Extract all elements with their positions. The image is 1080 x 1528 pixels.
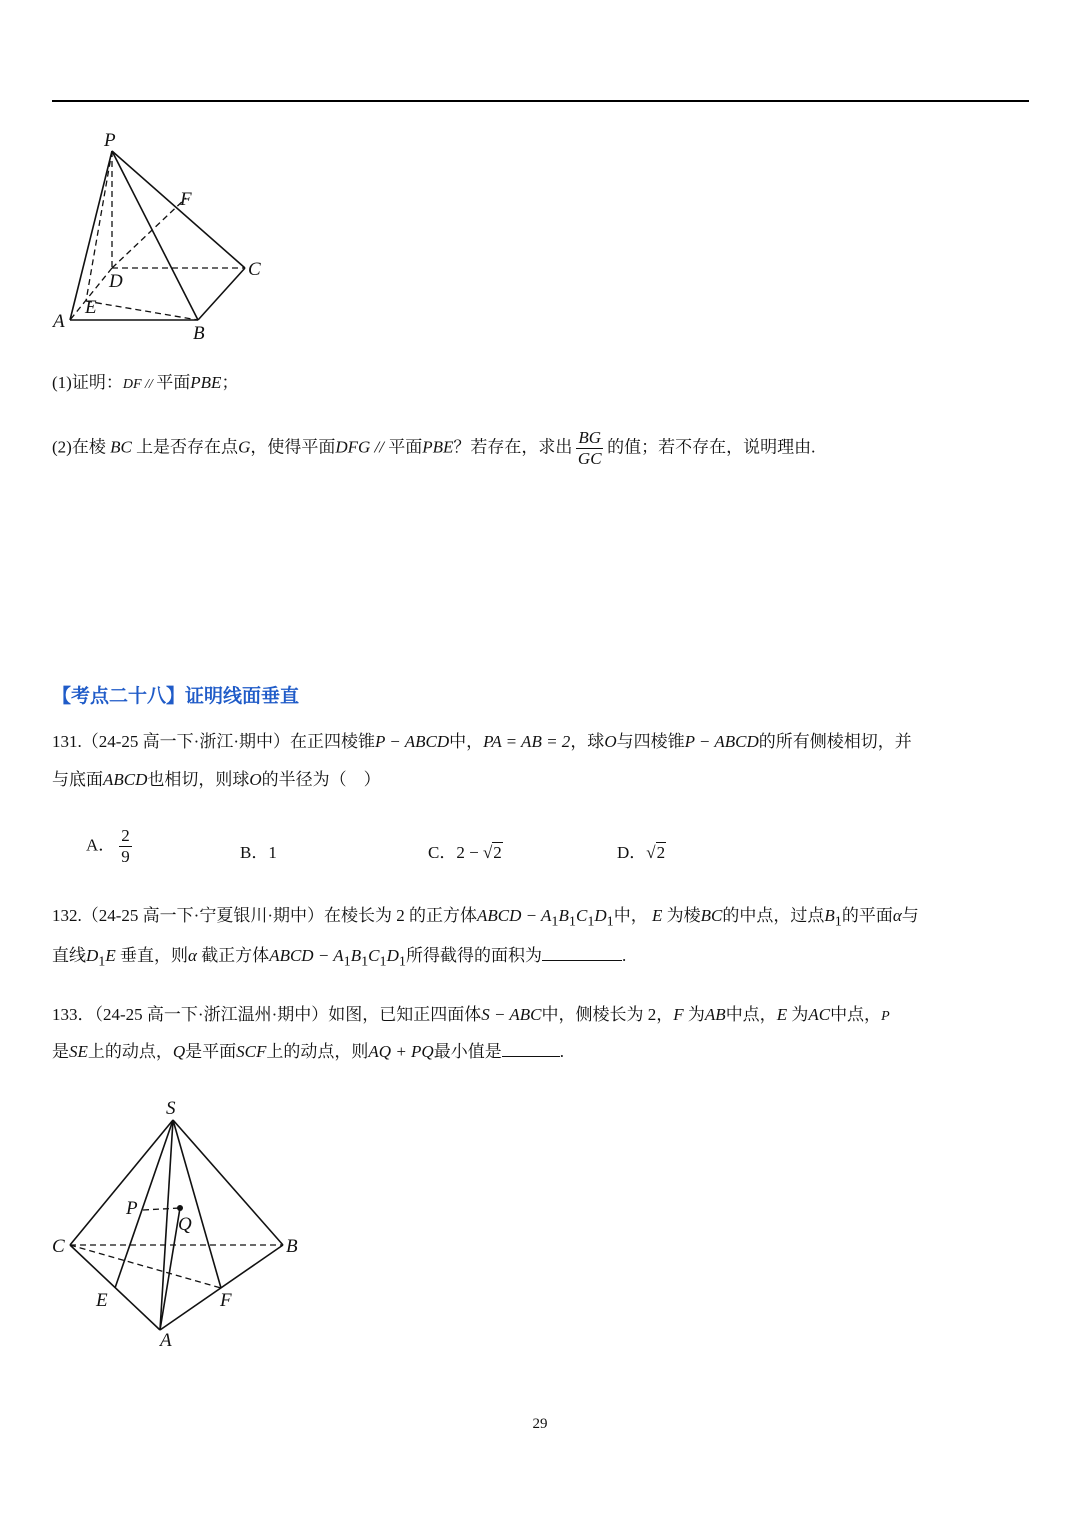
label-C: C <box>248 259 261 280</box>
pyramid-figure <box>48 125 288 350</box>
q132-line1: 132.（24-25 高一下·宁夏银川·期中）在棱长为 2 的正方体ABCD − $A_1B_1C_1D_1$中， E 为棱BC的中点，过点$B_1$的平面α与 <box>52 906 919 930</box>
label-B: B <box>286 1236 298 1257</box>
edge-BC <box>198 268 245 320</box>
label-A: A <box>53 311 65 332</box>
label-B: B <box>193 323 205 344</box>
segment-SF <box>173 1120 221 1288</box>
label-E: E <box>85 297 97 318</box>
q131-option-c[interactable]: C．2 − √2 <box>428 843 502 862</box>
edge-PC <box>112 151 245 268</box>
point-Q <box>177 1205 183 1211</box>
q131-option-b[interactable]: B．1 <box>240 843 277 862</box>
fraction-BG-GC: $\frac{BG}{GC}$ <box>577 428 602 468</box>
q133-line1: 133．（24-25 高一下·浙江温州·期中）如图，已知正四面体S − ABC中，侧棱长为 2，F 为AB中点，E 为AC中点，P <box>52 1005 890 1024</box>
section-title: 【考点二十八】证明线面垂直 <box>52 686 300 707</box>
label-F: F <box>180 189 192 210</box>
q131-line1: 131.（24-25 高一下·浙江·期中）在正四棱锥P − ABCD中，PA = AB = 2，球O与四棱锥P − ABCD的所有侧棱相切，并 <box>52 732 912 751</box>
q133-line2: 是SE上的动点，Q是平面SCF上的动点，则AQ + PQ最小值是 . <box>52 1042 564 1061</box>
page-number: 29 <box>532 1416 548 1432</box>
edge-SC <box>70 1120 173 1245</box>
answer-blank[interactable] <box>542 960 622 961</box>
tetrahedron-figure <box>48 1092 318 1352</box>
segment-EB <box>86 301 198 320</box>
q131-line2: 与底面ABCD也相切，则球O的半径为（ ） <box>52 770 381 789</box>
edge-PB <box>112 151 198 320</box>
label-D: D <box>109 271 123 292</box>
answer-blank[interactable] <box>502 1056 560 1057</box>
label-S: S <box>166 1098 176 1119</box>
label-C: C <box>52 1236 65 1257</box>
label-A: A <box>160 1330 172 1351</box>
q132-line2: 直线$D_1E$ 垂直，则α 截正方体ABCD − $A_1B_1C_1D_1$所得截得的面积为 . <box>52 946 627 970</box>
segment-DF <box>112 198 186 268</box>
q131-option-a[interactable]: A． $\frac{2}{9}$ <box>86 826 130 866</box>
label-E: E <box>96 1290 108 1311</box>
label-P: P <box>126 1198 138 1219</box>
label-Q: Q <box>178 1214 192 1235</box>
label-F: F <box>220 1290 232 1311</box>
label-P: P <box>104 130 116 151</box>
segment-PQ <box>143 1208 180 1210</box>
q131-option-d[interactable]: D．√2 <box>617 843 666 862</box>
q130-part1: (1)证明：DF // 平面PBE； <box>52 373 239 392</box>
q130-part2: (2)在棱 BC 上是否存在点G，使得平面DFG // 平面PBE？若存在，求出 $\frac{BG}{GC}$ 的值；若不存在，说明理由. <box>52 428 816 468</box>
header-rule <box>52 100 1029 102</box>
